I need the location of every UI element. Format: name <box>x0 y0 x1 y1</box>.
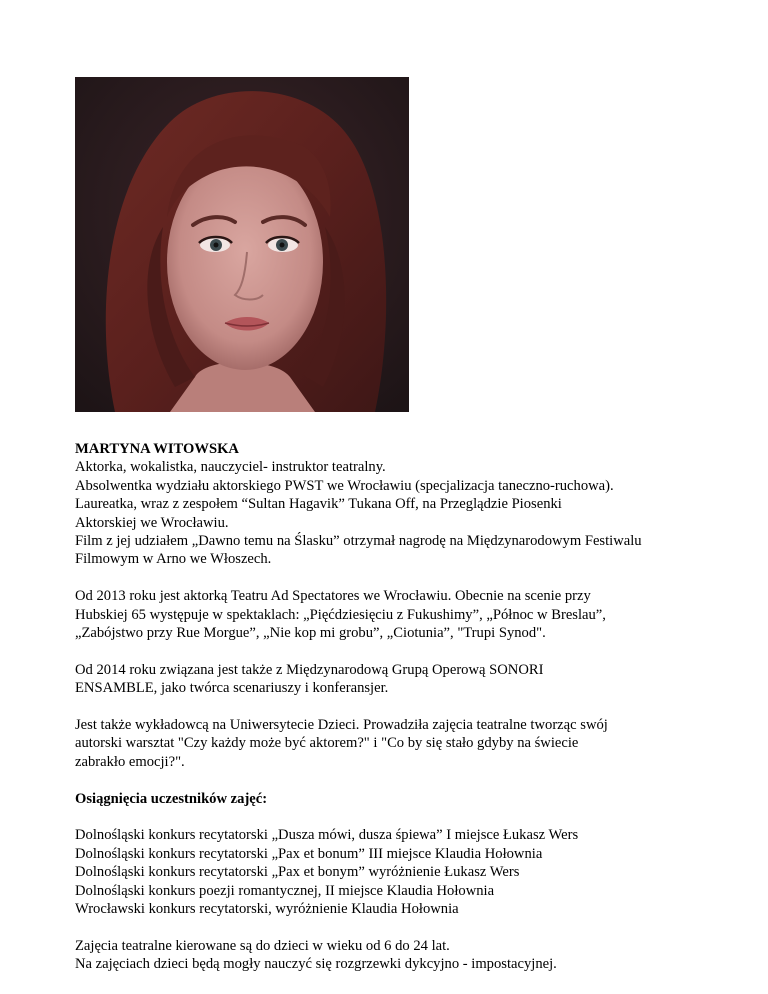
opera-paragraph-line: Od 2014 roku związana jest także z Międzynarodową Grupą Operową SONORI <box>75 661 544 678</box>
achievement-item: Wrocławski konkurs recytatorski, wyróżnienie Klaudia Hołownia <box>75 901 459 918</box>
bio-line: Laureatka, wraz z zespołem “Sultan Hagavik” Tukana Off, na Przeglądzie Piosenki <box>75 496 562 513</box>
achievement-item: Dolnośląski konkurs recytatorski „Pax et bonum” III miejsce Klaudia Hołownia <box>75 845 543 862</box>
achievement-item: Dolnośląski konkurs poezji romantycznej, II miejsce Klaudia Hołownia <box>75 882 495 899</box>
portrait-illustration <box>75 77 409 412</box>
closing-line: Na zajęciach dzieci będą mogły nauczyć się rozgrzewki dykcyjno - impostacyjnej. <box>75 956 557 973</box>
paragraph-gap <box>75 808 715 826</box>
bio-line: Aktorka, wokalistka, nauczyciel- instruktor teatralny. <box>75 459 386 476</box>
teaching-paragraph-line: zabrakło emocji?". <box>75 753 185 770</box>
bio-line: Film z jej udziałem „Dawno temu na Ślasku” otrzymał nagrodę na Międzynarodowym Festiwalu <box>75 533 642 550</box>
paragraph-gap <box>75 698 715 716</box>
theatre-paragraph-line: „Zabójstwo przy Rue Morgue”, „Nie kop mi grobu”, „Ciotunia”, "Trupi Synod". <box>75 625 546 642</box>
bio-line: Aktorskiej we Wrocławiu. <box>75 514 229 531</box>
achievements-heading: Osiągnięcia uczestników zajęć: <box>75 790 268 807</box>
biography-text <box>75 440 715 974</box>
paragraph-gap <box>75 771 715 789</box>
opera-paragraph-line: ENSAMBLE, jako twórca scenariuszy i konferansjer. <box>75 680 389 697</box>
teaching-paragraph-line: Jest także wykładowcą na Uniwersytecie Dzieci. Prowadziła zajęcia teatralne tworząc swój <box>75 717 608 734</box>
achievement-item: Dolnośląski konkurs recytatorski „Dusza mówi, dusza śpiewa” I miejsce Łukasz Wers <box>75 827 579 844</box>
teaching-paragraph-line: autorski warsztat "Czy każdy może być aktorem?" i "Co by się stało gdyby na świecie <box>75 735 579 752</box>
paragraph-gap <box>75 918 715 936</box>
paragraph-gap <box>75 642 715 660</box>
theatre-paragraph-line: Hubskiej 65 występuje w spektaklach: „Pięćdziesięciu z Fukushimy”, „Północ w Breslau”, <box>75 606 606 623</box>
achievement-item: Dolnośląski konkurs recytatorski „Pax et bonym” wyróżnienie Łukasz Wers <box>75 864 520 881</box>
bio-line: Filmowym w Arno we Włoszech. <box>75 551 272 568</box>
closing-line: Zajęcia teatralne kierowane są do dzieci w wieku od 6 do 24 lat. <box>75 937 450 954</box>
paragraph-gap <box>75 569 715 587</box>
theatre-paragraph-line: Od 2013 roku jest aktorką Teatru Ad Spectatores we Wrocławiu. Obecnie na scenie przy <box>75 588 591 605</box>
person-name: MARTYNA WITOWSKA <box>75 441 239 457</box>
portrait-photo <box>75 77 409 412</box>
bio-line: Absolwentka wydziału aktorskiego PWST we Wrocławiu (specjalizacja taneczno-ruchowa). <box>75 477 614 494</box>
